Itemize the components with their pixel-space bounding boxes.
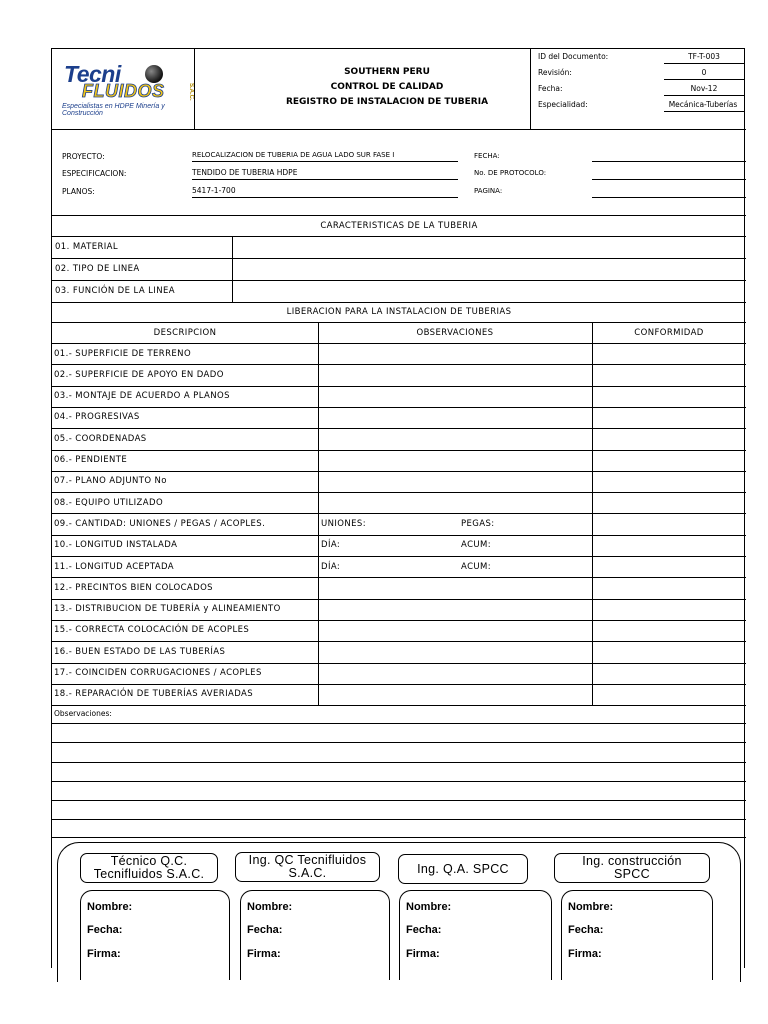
nombre-label: Nombre:: [247, 901, 293, 913]
signature-box-ing-construccion[interactable]: [561, 890, 713, 980]
liberacion-row-desc: 08.- EQUIPO UTILIZADO: [54, 497, 164, 508]
logo-suffix: S.A.C.: [188, 83, 194, 101]
tipo-linea-field[interactable]: [233, 259, 745, 279]
liberacion-row-desc: 01.- SUPERFICIE DE TERRENO: [54, 348, 192, 359]
col-conformidad: CONFORMIDAD: [634, 328, 704, 338]
conformidad-cell[interactable]: [593, 621, 745, 640]
observaciones-line[interactable]: [52, 819, 746, 820]
conformidad-cell[interactable]: [593, 387, 745, 406]
funcion-linea-field[interactable]: [233, 281, 745, 301]
signature-box-ing-qc[interactable]: [240, 890, 390, 980]
observaciones-cell[interactable]: [319, 664, 591, 683]
observaciones-cell[interactable]: [319, 600, 591, 619]
firma-label: Firma:: [568, 948, 602, 960]
pagina-label: PAGINA:: [474, 187, 503, 195]
sig-title-ing-qa: Ing. Q.A. SPCC: [398, 854, 528, 884]
nombre-label: Nombre:: [568, 901, 614, 913]
funcion-linea-label: 03. FUNCIÓN DE LA LINEA: [55, 286, 175, 296]
observaciones-cell[interactable]: [319, 642, 591, 661]
conformidad-cell[interactable]: [593, 451, 745, 470]
col-descripcion: DESCRIPCION: [153, 328, 217, 338]
title-control: CONTROL DE CALIDAD: [330, 82, 444, 92]
sig-title-ing-construccion: Ing. construcción SPCC: [554, 853, 710, 883]
conformidad-cell[interactable]: [593, 472, 745, 491]
planos-value[interactable]: 5417-1-700: [192, 186, 236, 195]
logo-tagline: Especialistas en HDPE Minería y Construcción: [62, 103, 165, 117]
observaciones-cell[interactable]: [319, 344, 591, 363]
liberacion-row-desc: 18.- REPARACIÓN DE TUBERÍAS AVERIADAS: [54, 689, 254, 700]
doc-id-label: ID del Documento:: [538, 52, 609, 61]
conformidad-cell[interactable]: [593, 685, 745, 704]
liberacion-row-desc: 12.- PRECINTOS BIEN COLOCADOS: [54, 582, 213, 593]
material-field[interactable]: [233, 237, 745, 257]
proyecto-label: PROYECTO:: [62, 152, 105, 161]
liberacion-row-obs: ACUM:: [461, 540, 492, 551]
logo-name-top: Tecni: [64, 61, 121, 87]
liberacion-row-obs: ACUM:: [461, 561, 492, 572]
revision-value: 0: [701, 68, 707, 77]
conformidad-cell[interactable]: [593, 557, 745, 576]
specialty-label: Especialidad:: [538, 100, 588, 109]
observaciones-cell[interactable]: [319, 429, 591, 448]
observaciones-line[interactable]: [52, 762, 746, 763]
form-sheet: [51, 48, 745, 968]
observaciones-cell[interactable]: [319, 493, 591, 512]
liberacion-row-desc: 10.- LONGITUD INSTALADA: [54, 540, 178, 551]
observaciones-line[interactable]: [52, 742, 746, 743]
firma-label: Firma:: [406, 948, 440, 960]
observaciones-cell[interactable]: [319, 451, 591, 470]
especificacion-label: ESPECIFICACION:: [62, 169, 127, 178]
firma-label: Firma:: [87, 948, 121, 960]
specialty-value: Mecánica-Tuberías: [668, 100, 738, 109]
observaciones-cell[interactable]: [319, 387, 591, 406]
observaciones-cell[interactable]: [319, 514, 591, 533]
table-row-line: [52, 705, 746, 706]
liberacion-row-desc: 09.- CANTIDAD: UNIONES / PEGAS / ACOPLES.: [54, 518, 266, 529]
sig-title-ing-qc: Ing. QC Tecnifluidos S.A.C.: [235, 852, 380, 882]
observaciones-line[interactable]: [52, 781, 746, 782]
liberacion-row-obs: UNIONES:: [321, 518, 366, 529]
liberacion-row-desc: 15.- CORRECTA COLOCACIÓN DE ACOPLES: [54, 625, 250, 636]
signature-box-ing-qa[interactable]: [399, 890, 552, 980]
nombre-label: Nombre:: [87, 901, 133, 913]
fecha-label: Fecha:: [247, 924, 283, 936]
col-observaciones: OBSERVACIONES: [416, 328, 494, 338]
doc-date-label: Fecha:: [538, 84, 563, 93]
liberacion-row-desc: 03.- MONTAJE DE ACUERDO A PLANOS: [54, 391, 230, 402]
observaciones-cell[interactable]: [319, 365, 591, 384]
revision-label: Revisión:: [538, 68, 572, 77]
liberacion-row-desc: 17.- COINCIDEN CORRUGACIONES / ACOPLES: [54, 668, 262, 678]
fecha-label: FECHA:: [474, 152, 500, 160]
conformidad-cell[interactable]: [593, 514, 745, 533]
liberacion-row-desc: 04.- PROGRESIVAS: [54, 412, 140, 423]
conformidad-cell[interactable]: [593, 642, 745, 661]
fecha-label: Fecha:: [406, 924, 442, 936]
observaciones-cell[interactable]: [319, 578, 591, 597]
protocolo-field[interactable]: [592, 179, 746, 180]
especificacion-value[interactable]: TENDIDO DE TUBERIA HDPE: [192, 168, 298, 177]
nombre-label: Nombre:: [406, 901, 452, 913]
liberacion-row-desc: 11.- LONGITUD ACEPTADA: [54, 561, 174, 572]
doc-id-value: TF-T-003: [688, 52, 720, 61]
conformidad-cell[interactable]: [593, 344, 745, 363]
liberacion-row-desc: 02.- SUPERFICIE DE APOYO EN DADO: [54, 369, 224, 380]
conformidad-cell[interactable]: [593, 493, 745, 512]
observaciones-cell[interactable]: [319, 408, 591, 427]
firma-label: Firma:: [247, 948, 281, 960]
tipo-linea-label: 02. TIPO DE LINEA: [55, 264, 140, 274]
conformidad-cell[interactable]: [593, 664, 745, 683]
page-title: REGISTRO DE INSTALACION DE TUBERIA: [285, 97, 489, 107]
observaciones-line[interactable]: [52, 800, 746, 801]
liberacion-row-desc: 06.- PENDIENTE: [54, 455, 128, 465]
conformidad-cell[interactable]: [593, 578, 745, 597]
conformidad-cell[interactable]: [593, 365, 745, 384]
liberacion-row-desc: 05.- COORDENADAS: [54, 433, 147, 444]
company-logo: [60, 59, 194, 117]
doc-date-value: Nov-12: [690, 84, 718, 93]
observaciones-cell[interactable]: [319, 685, 591, 704]
caracteristicas-title: CARACTERISTICAS DE LA TUBERIA: [320, 221, 478, 231]
conformidad-cell[interactable]: [593, 429, 745, 448]
observaciones-cell[interactable]: [319, 621, 591, 640]
observaciones-cell[interactable]: [319, 536, 591, 555]
protocolo-label: No. DE PROTOCOLO:: [474, 169, 547, 177]
material-label: 01. MATERIAL: [55, 242, 119, 252]
liberacion-row-obs: DÍA:: [321, 561, 341, 572]
title-client: SOUTHERN PERU: [344, 67, 430, 77]
liberacion-title: LIBERACION PARA LA INSTALACION DE TUBERIAS: [286, 307, 512, 317]
fecha-label: Fecha:: [568, 924, 604, 936]
observaciones-line[interactable]: [52, 723, 746, 724]
fecha-label: Fecha:: [87, 924, 123, 936]
proyecto-value[interactable]: RELOCALIZACION DE TUBERIA DE AGUA LADO SUR FASE I: [192, 151, 395, 159]
conformidad-cell[interactable]: [593, 536, 745, 555]
observaciones-cell[interactable]: [319, 472, 591, 491]
liberacion-row-desc: 16.- BUEN ESTADO DE LAS TUBERÍAS: [54, 646, 226, 657]
planos-label: PLANOS:: [62, 187, 95, 196]
conformidad-cell[interactable]: [593, 600, 745, 619]
liberacion-row-obs: DÍA:: [321, 540, 341, 551]
liberacion-row-obs: PEGAS:: [461, 518, 495, 529]
liberacion-row-desc: 13.- DISTRIBUCION DE TUBERÍA y ALINEAMIENTO: [54, 604, 281, 615]
pagina-field[interactable]: [592, 197, 746, 198]
observaciones-cell[interactable]: [319, 557, 591, 576]
logo-name-bottom: FLUIDOS: [82, 81, 165, 101]
liberacion-row-desc: 07.- PLANO ADJUNTO No: [54, 476, 167, 487]
sig-title-tecnico-qc: Técnico Q.C. Tecnifluidos S.A.C.: [80, 853, 218, 883]
observaciones-label: Observaciones:: [54, 709, 112, 718]
signature-box-tecnico-qc[interactable]: [80, 890, 230, 980]
conformidad-cell[interactable]: [593, 408, 745, 427]
fecha-field[interactable]: [592, 161, 746, 162]
